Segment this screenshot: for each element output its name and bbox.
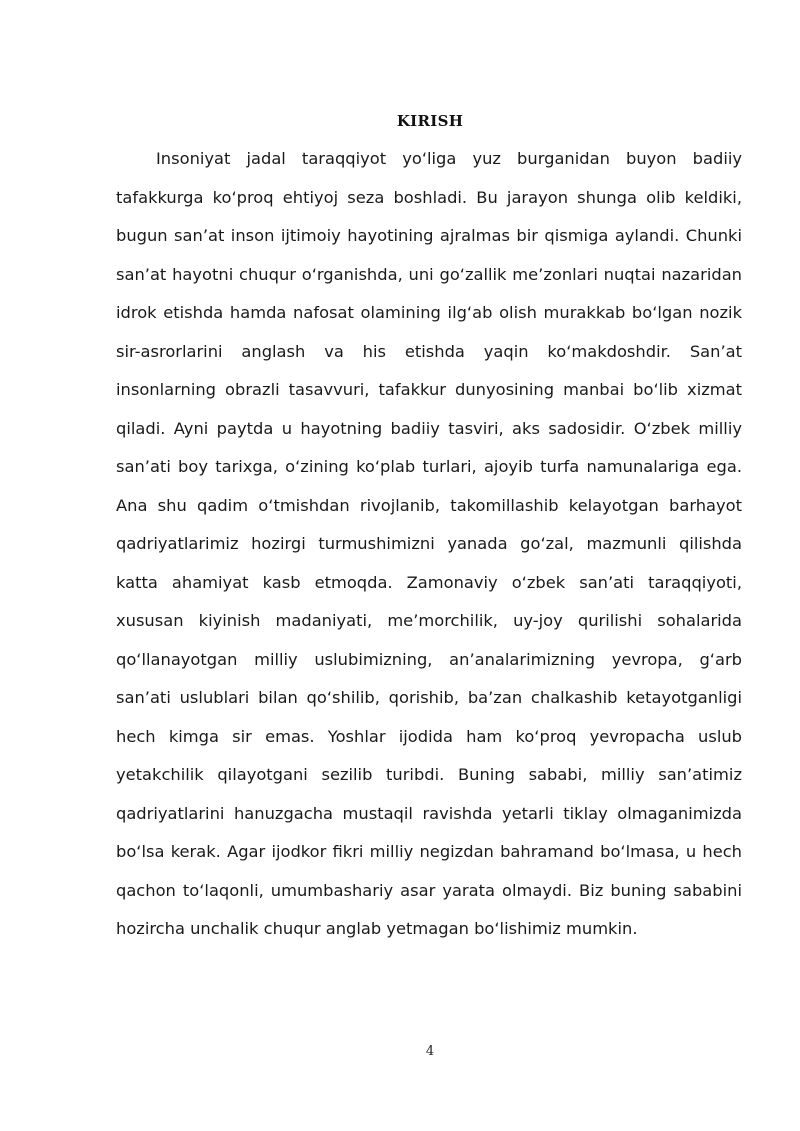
page-number: 4: [425, 1044, 435, 1059]
body-paragraph: Insoniyat jadal taraqqiyot yo‘liga yuz burganidan buyon badiiy tafakkurga ko‘proq ehtiyoj seza boshladi. Bu jarayon shunga olib keldiki, bugun san’at inson ijtimoiy hayotining ajralmas bir qismiga aylandi. Chunki san’at hayotni chuqur o‘rganishda, uni go‘zallik me’zonlari nuqtai nazaridan idrok etishda hamda nafosat olamining ilg‘ab olish murakkab bo‘lgan nozik sir-asrorlarini anglash va his etishda yaqin ko‘makdoshdir. San’at insonlarning obrazli tasavvuri, tafakkur dunyosining manbai bo‘lib xizmat qiladi. Ayni paytda u hayotning badiiy tasviri, aks sadosidir. O‘zbek milliy san’ati boy tarixga, o‘zining ko‘plab turlari, ajoyib turfa namunalariga ega. Ana shu qadim o‘tmishdan rivojlanib, takomillashib kelayotgan barhayot qadriyatlarimiz hozirgi turmushimizni yanada go‘zal, mazmunli qilishda katta ahamiyat kasb etmoqda. Zamonaviy o‘zbek san’ati taraqqiyoti, xususan kiyinish madaniyati, me’morchilik, uy-joy qurilishi sohalarida qo‘llanayotgan milliy uslubimizning, an’analarimizning yevropa, g‘arb san’ati uslublari bilan qo‘shilib, qorishib, ba’zan chalkashib ketayotganligi hech kimga sir emas. Yoshlar ijodida ham ko‘proq yevropacha uslub yetakchilik qilayotgani sezilib turibdi. Buning sababi, milliy san’atimiz qadriyatlarini hanuzgacha mustaqil ravishda yetarli tiklay olmaganimizda bo‘lsa kerak. Agar ijodkor fikri milliy negizdan bahramand bo‘lmasa, u hech qachon to‘laqonli, umumbashariy asar yarata olmaydi. Biz buning sababini hozircha unchalik chuqur anglab yetmagan bo‘lishimiz mumkin.: [116, 149, 742, 938]
section-title: KIRISH: [396, 112, 464, 130]
